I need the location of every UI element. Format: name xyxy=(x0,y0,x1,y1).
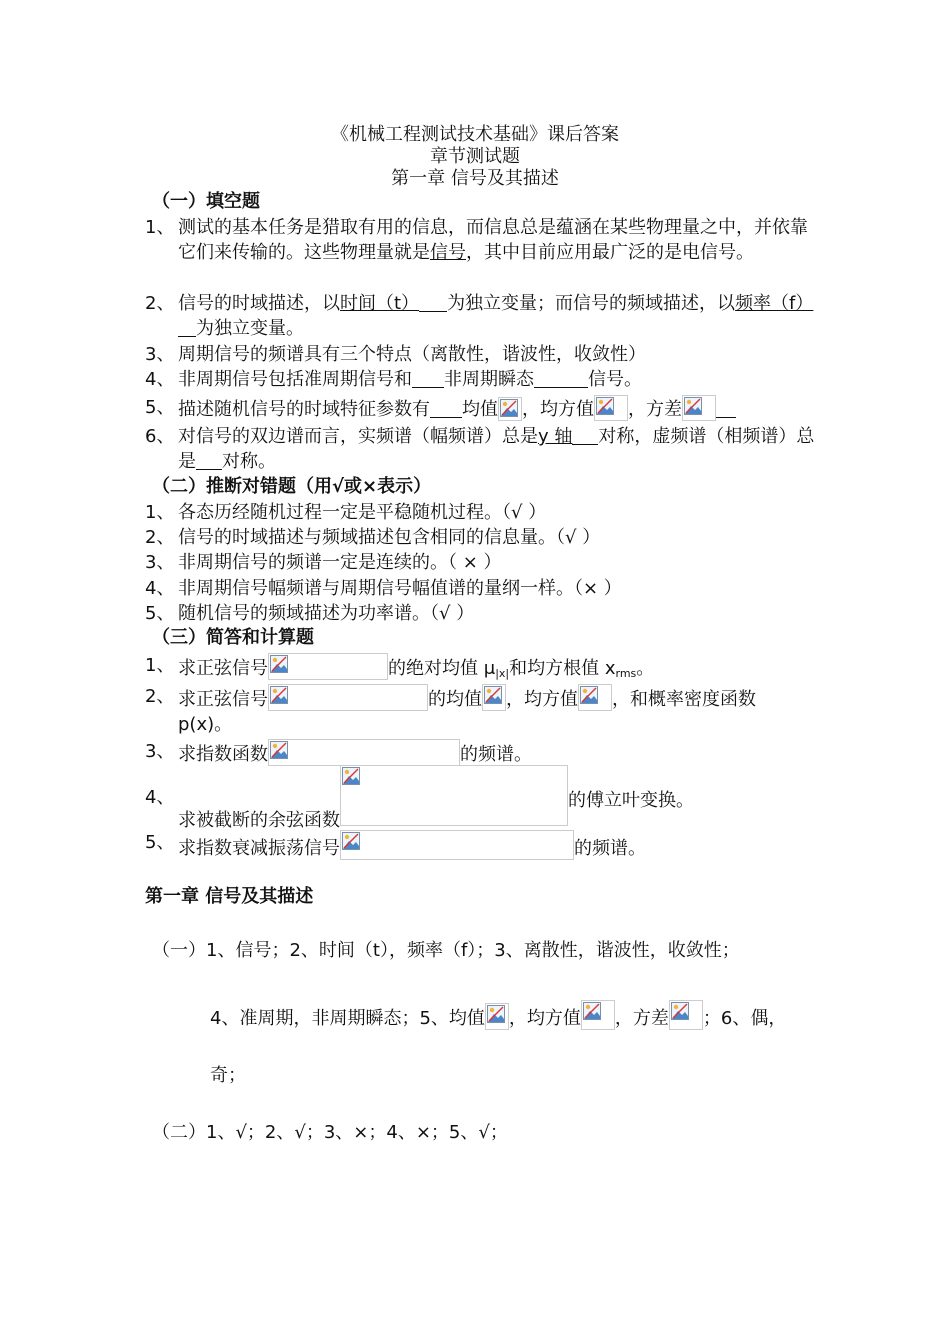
answer-text: 均值 xyxy=(462,399,498,420)
answers-heading: 第一章 信号及其描述 xyxy=(145,886,314,907)
tf-item xyxy=(145,601,815,626)
blank xyxy=(572,426,598,445)
question-1-5 xyxy=(145,395,815,422)
answer-text: ，均方值 xyxy=(508,1008,581,1029)
formula-image xyxy=(340,765,568,826)
answer-line: （二）1、√；2、√；3、×；4、×；5、√； xyxy=(152,1122,508,1143)
calc-question-2 xyxy=(145,684,815,737)
question-text: 求指数衰减振荡信号 xyxy=(178,838,340,859)
question-1-1 xyxy=(145,215,815,265)
tf-item xyxy=(145,525,815,550)
question-text: 测试的基本任务是猎取有用的信息，而信息总是蕴涵在某些物理量之中，并依靠它们来传输的。这些物理量就是 xyxy=(178,217,808,263)
tf-item xyxy=(145,576,815,601)
blank xyxy=(430,399,462,418)
question-number: 1、 xyxy=(145,655,175,676)
question-text: 的频谱。 xyxy=(574,838,646,859)
question-text: 的傅立叶变换。 xyxy=(568,790,694,811)
question-text: 各态历经随机过程一定是平稳随机过程。（√ ） xyxy=(178,502,547,523)
question-text: 信号的时域描述与频域描述包含相同的信息量。（√ ） xyxy=(178,527,601,548)
section-heading-truefalse: （二）推断对错题（用√或×表示） xyxy=(152,476,432,497)
question-text: 信号的时域描述，以 xyxy=(178,293,340,314)
question-text: 的绝对均值 μ xyxy=(388,658,496,679)
tf-item xyxy=(145,500,815,525)
answer-underlined: 信号 xyxy=(430,242,466,263)
question-text: 对称。 xyxy=(222,451,276,472)
formula-image xyxy=(268,684,428,711)
broken-image-icon xyxy=(270,741,288,759)
question-text: ，和概率密度函数 p(x)。 xyxy=(178,689,756,735)
answer-underlined: y 轴 xyxy=(538,426,573,447)
broken-image-icon xyxy=(487,1005,505,1023)
question-text: 求正弦信号 xyxy=(178,658,268,679)
question-text: 求被截断的余弦函数 xyxy=(178,810,340,831)
calc-question-5 xyxy=(145,830,815,861)
question-text: 描述随机信号的时域特征参数有 xyxy=(178,399,430,420)
answer-text: 非周期瞬态 xyxy=(444,369,534,390)
formula-image xyxy=(669,1000,703,1030)
question-text: 非周期信号包括准周期信号和 xyxy=(178,369,412,390)
doc-title: 《机械工程测试技术基础》课后答案 xyxy=(331,124,619,145)
question-text: 为独立变量。 xyxy=(196,318,304,339)
broken-image-icon xyxy=(580,686,598,704)
question-text: 求正弦信号 xyxy=(178,689,268,710)
question-1-3 xyxy=(145,342,815,367)
formula-image xyxy=(682,395,716,421)
answer-text: ；6、偶， xyxy=(702,1008,787,1029)
answer-line: （一）1、信号；2、时间（t），频率（f）；3、离散性，谐波性，收敛性； xyxy=(152,940,740,961)
question-1-4 xyxy=(145,367,815,392)
calc-question-3 xyxy=(145,739,815,767)
formula-image xyxy=(340,830,574,860)
question-text: ，均方值 xyxy=(506,689,578,710)
calc-question-4 xyxy=(145,765,815,831)
answer-underlined: 频率（f） xyxy=(735,293,814,314)
question-text: 和均方根值 x xyxy=(509,658,616,679)
broken-image-icon xyxy=(270,655,288,673)
question-number: 3、 xyxy=(145,344,175,365)
formula-image xyxy=(482,684,506,711)
subscript: |x| xyxy=(495,667,510,680)
subscript: rms xyxy=(615,667,637,680)
broken-image-icon xyxy=(684,397,702,415)
question-text: 求指数函数 xyxy=(178,744,268,765)
question-text: 为独立变量；而信号的频域描述，以 xyxy=(447,293,736,314)
broken-image-icon xyxy=(342,767,360,785)
question-number: 2、 xyxy=(145,686,175,707)
tf-item xyxy=(145,550,815,575)
formula-image xyxy=(485,1003,509,1030)
answer-line: 奇； xyxy=(210,1065,246,1086)
formula-image xyxy=(498,397,522,421)
question-number: 5、 xyxy=(145,832,175,853)
question-number: 3、 xyxy=(145,741,175,762)
question-text: 信号。 xyxy=(588,369,642,390)
chapter-title: 第一章 信号及其描述 xyxy=(391,168,559,189)
broken-image-icon xyxy=(500,399,518,417)
question-text: 非周期信号的频谱一定是连续的。（ × ） xyxy=(178,552,502,573)
section-heading-calc: （三）简答和计算题 xyxy=(152,627,314,648)
question-text: 对信号的双边谱而言，实频谱（幅频谱）总是 xyxy=(178,426,538,447)
question-number: 2、 xyxy=(145,527,175,548)
section-heading-fill: （一）填空题 xyxy=(152,191,260,212)
question-1-6 xyxy=(145,424,815,474)
answer-line xyxy=(210,1000,786,1031)
blank xyxy=(419,293,447,312)
question-number: 4、 xyxy=(145,578,175,599)
question-number: 5、 xyxy=(145,397,175,418)
question-number: 3、 xyxy=(145,552,175,573)
question-1-2 xyxy=(145,291,815,341)
formula-image xyxy=(268,739,460,766)
broken-image-icon xyxy=(484,686,502,704)
formula-image xyxy=(581,1000,615,1030)
question-number: 1、 xyxy=(145,502,175,523)
question-number: 1、 xyxy=(145,217,175,238)
answer-text: ，方差 xyxy=(614,1008,669,1029)
question-text: 。 xyxy=(636,658,655,679)
answer-underlined: 时间（t） xyxy=(340,293,420,314)
question-text: 周期信号的频谱具有三个特点（离散性，谐波性，收敛性） xyxy=(178,344,646,365)
question-text: 的频谱。 xyxy=(460,744,532,765)
question-text: ，方差 xyxy=(628,399,682,420)
broken-image-icon xyxy=(671,1002,689,1020)
calc-question-1 xyxy=(145,653,815,686)
question-text: 的均值 xyxy=(428,689,482,710)
broken-image-icon xyxy=(583,1002,601,1020)
blank xyxy=(534,369,588,388)
blank xyxy=(196,451,222,470)
question-text: ，其中目前应用最广泛的是电信号。 xyxy=(466,242,754,263)
answer-text: 4、准周期，非周期瞬态；5、均值 xyxy=(210,1008,485,1029)
question-number: 5、 xyxy=(145,603,175,624)
formula-image xyxy=(594,395,628,421)
question-number: 6、 xyxy=(145,426,175,447)
blank xyxy=(178,318,196,337)
blank xyxy=(716,399,736,418)
broken-image-icon xyxy=(270,686,288,704)
question-text: 非周期信号幅频谱与周期信号幅值谱的量纲一样。（× ） xyxy=(178,578,622,599)
doc-subtitle: 章节测试题 xyxy=(430,146,520,167)
formula-image xyxy=(268,653,388,680)
question-number: 4、 xyxy=(145,787,175,808)
question-text: ，均方值 xyxy=(522,399,594,420)
broken-image-icon xyxy=(596,397,614,415)
blank xyxy=(412,369,444,388)
formula-image xyxy=(578,684,612,711)
broken-image-icon xyxy=(342,832,360,850)
question-text: 对称，虚频谱（相频谱）总是 xyxy=(178,426,815,472)
question-number: 4、 xyxy=(145,369,175,390)
question-number: 2、 xyxy=(145,293,175,314)
question-text: 随机信号的频域描述为功率谱。（√ ） xyxy=(178,603,475,624)
